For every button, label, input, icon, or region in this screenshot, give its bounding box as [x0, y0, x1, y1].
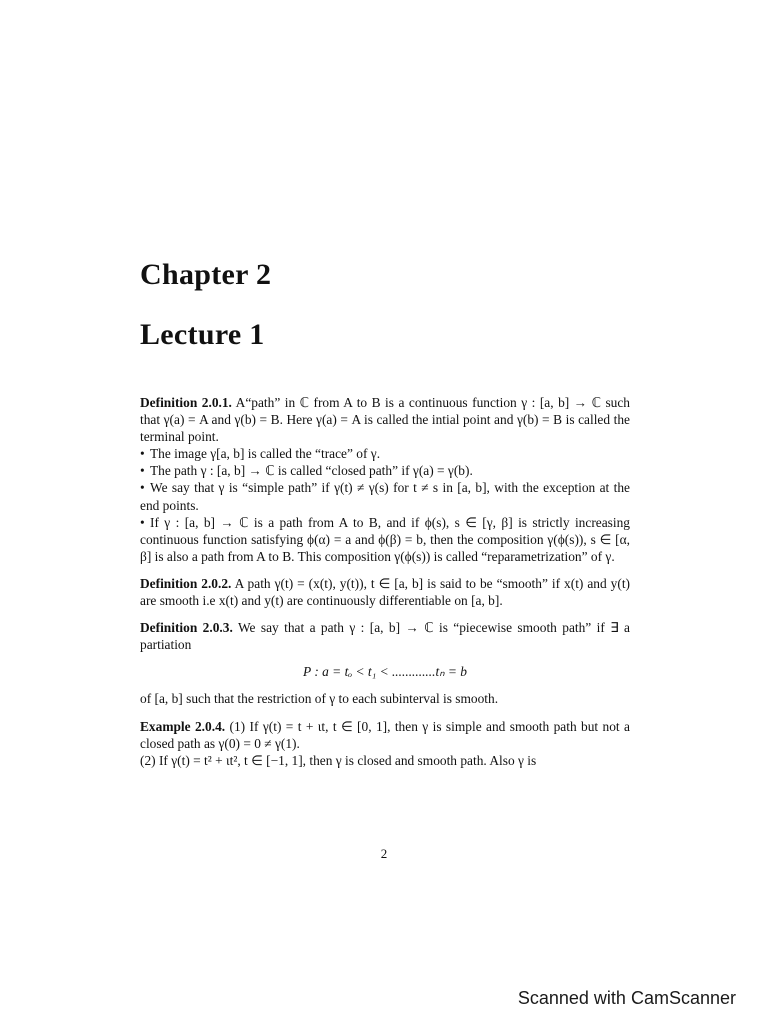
definition-label: Definition 2.0.2. [140, 575, 232, 591]
example-label: Example 2.0.4. [140, 718, 226, 734]
example-text-1: (1) If γ(t) = t + ιt, t ∈ [0, 1], then γ is simple and smooth path but not a closed path as γ(0) = 0 ≠ γ(1). [140, 718, 630, 751]
bullet-icon: • [140, 446, 145, 462]
definition-text: A path γ(t) = (x(t), y(t)), t ∈ [a, b] is said to be “smooth” if x(t) and y(t) are smooth i.e x(t) and y(t) are continuously differentiable on [a, b]. [140, 575, 631, 609]
bullet-item [140, 479, 630, 513]
chapter-title: Chapter 2 [140, 258, 272, 291]
example-text-2: (2) If γ(t) = t² + ιt², t ∈ [−1, 1], then γ is closed and smooth path. Also γ is [140, 752, 537, 768]
bullet-item [140, 462, 630, 479]
lecture-title: Lecture 1 [140, 318, 265, 351]
partition-equation: P : a = tₒ < t₁ < .............tₙ = b [303, 664, 467, 680]
bullet-item [140, 445, 630, 462]
bullet-text: The image γ[a, b] is called the “trace” of γ. [150, 446, 381, 462]
example-2-0-4 [140, 718, 630, 769]
bullet-text: We say that γ is “simple path” if γ(t) ≠ γ(s) for t ≠ s in [a, b], with the exception at the end points. [140, 480, 630, 513]
page-number: 2 [380, 846, 388, 861]
definition-2-0-2 [140, 575, 630, 609]
definition-label: Definition 2.0.1. [140, 395, 232, 410]
definition-text: A“path” in ℂ from A to B is a continuous function γ : [a, b] → ℂ such that γ(a) = A and γ(b) = B. Here γ(a) = A is called the intial point and γ(b) = B is called the terminal point. [140, 395, 630, 445]
bullet-text: If γ : [a, b] → ℂ is a path from A to B, and if ϕ(s), s ∈ [γ, β] is strictly increasing continuous function satisfying ϕ(α) = a and ϕ(β) = b, then the composition γ(ϕ(s)), s ∈ [α, β] is also a path from A to B. This composition γ(ϕ(s)) is called “reparametrization” of γ. [140, 514, 630, 564]
document-body [140, 394, 630, 779]
bullet-item [140, 514, 630, 565]
definition-2-0-3 [140, 619, 630, 707]
bullet-text: The path γ : [a, b] → ℂ is called “closed path” if γ(a) = γ(b). [150, 463, 473, 479]
bullet-icon: • [140, 514, 145, 530]
definition-continuation: of [a, b] such that the restriction of γ to each subinterval is smooth. [140, 691, 499, 707]
bullet-icon: • [140, 480, 145, 496]
definition-2-0-1 [140, 394, 630, 565]
bullet-icon: • [140, 463, 145, 479]
definition-label: Definition 2.0.3. [140, 620, 233, 636]
definition-paragraph [140, 394, 630, 445]
definition-paragraph [140, 575, 630, 609]
definition-paragraph [140, 619, 630, 653]
camscanner-watermark: Scanned with CamScanner [517, 988, 736, 1008]
example-paragraph [140, 718, 630, 752]
definition-text: We say that a path γ : [a, b] → ℂ is “piecewise smooth path” if ∃ a partiation [140, 620, 630, 653]
